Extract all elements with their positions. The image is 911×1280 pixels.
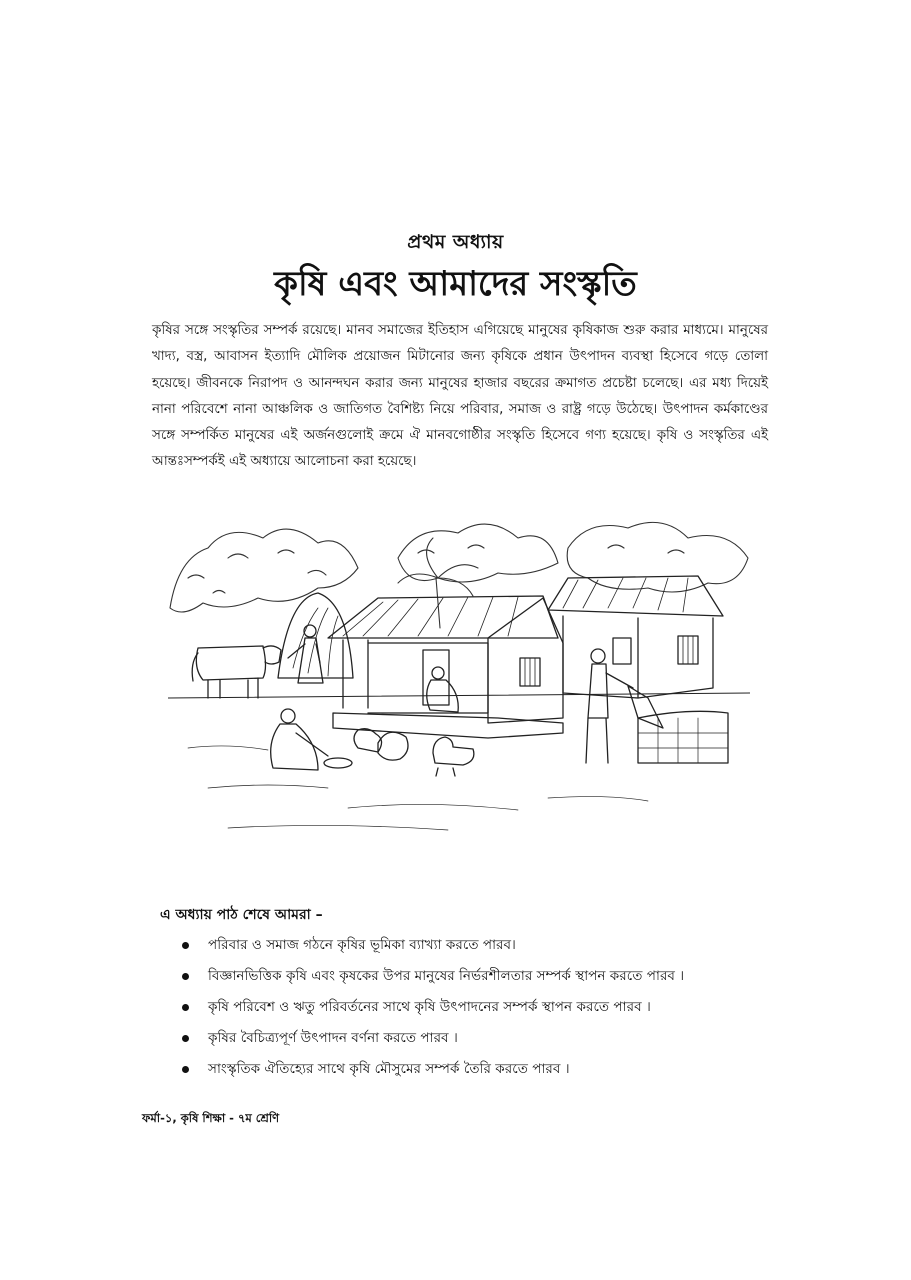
bullet-icon xyxy=(182,942,189,949)
tree-canopy xyxy=(170,522,748,628)
objective-text: সাংস্কৃতিক ঐতিহ্যের সাথে কৃষি মৌসুমের সম্পর্ক তৈরি করতে পারব । xyxy=(208,1061,570,1077)
objective-text: পরিবার ও সমাজ গঠনে কৃষির ভূমিকা ব্যাখ্যা করতে পারব। xyxy=(208,937,516,953)
objective-item xyxy=(180,992,770,1023)
cow-figure xyxy=(192,646,281,698)
bullet-icon xyxy=(182,1035,189,1042)
bullet-icon xyxy=(182,973,189,980)
chapter-number-label: প্রথম অধ্যায় xyxy=(407,231,504,253)
objective-text: কৃষির বৈচিত্র্যপূর্ণ উৎপাদন বর্ণনা করতে পারব । xyxy=(208,1030,458,1046)
page-footer: ফর্মা-১, কৃষি শিক্ষা - ৭ম শ্রেণি xyxy=(142,1111,280,1125)
right-house xyxy=(548,576,723,698)
objective-text: কৃষি পরিবেশ ও ঋতু পরিবর্তনের সাথে কৃষি উৎপাদনের সম্পর্ক স্থাপন করতে পারব । xyxy=(208,999,651,1015)
objectives-list xyxy=(180,930,770,1085)
objective-item xyxy=(180,1054,770,1085)
ground-line xyxy=(168,693,750,698)
woman-feeding xyxy=(271,709,352,770)
boy-watering xyxy=(586,649,663,763)
haystack xyxy=(278,593,353,678)
woman-standing xyxy=(288,625,323,683)
objective-item xyxy=(180,930,770,961)
objective-item xyxy=(180,961,770,992)
chapter-title: কৃষি এবং আমাদের সংস্কৃতি xyxy=(274,264,637,304)
objective-text: বিজ্ঞানভিত্তিক কৃষি এবং কৃষকের উপর মানুষের নির্ভরশীলতার সম্পর্ক স্থাপন করতে পারব । xyxy=(208,968,685,984)
bullet-icon xyxy=(182,1066,189,1073)
village-illustration xyxy=(168,518,750,858)
garden-bed xyxy=(638,711,728,763)
objective-item xyxy=(180,1023,770,1054)
objectives-heading: এ অধ্যায় পাঠ শেষে আমরা – xyxy=(160,907,323,923)
left-house xyxy=(328,596,563,738)
intro-paragraph: কৃষির সঙ্গে সংস্কৃতির সম্পর্ক রয়েছে। মানব সমাজের ইতিহাস এগিয়েছে মানুষের কৃষিকাজ শুরু করার মাধ্যমে। মানুষের খাদ্য, বস্ত্র, আবাসন ইত্যাদি মৌলিক প্রয়োজন মিটানোর জন্য কৃষিকে প্রধান উৎপাদন ব্যবস্থা হিসেবে গড়ে তোলা হয়েছে। জীবনকে নিরাপদ ও আনন্দঘন করার জন্য মানুষের হাজার বছরের ক্রমাগত প্রচেষ্টা চলেছে। এর মধ্য দিয়েই নানা পরিবেশে নানা আঞ্চলিক ও জাতিগত বৈশিষ্ট্য নিয়ে পরিবার, সমাজ ও রাষ্ট্র গড়ে উঠেছে। উৎপাদন কর্মকাণ্ডের সঙ্গে সম্পর্কিত মানুষের এই অর্জনগুলোই ক্রমে ঐ মানবগোষ্ঠীর সংস্কৃতি হিসেবে গণ্য হয়েছে। কৃষি ও সংস্কৃতির এই আন্তঃসম্পর্কই এই অধ্যায়ে আলোচনা করা হয়েছে। xyxy=(152,323,768,470)
bullet-icon xyxy=(182,1004,189,1011)
